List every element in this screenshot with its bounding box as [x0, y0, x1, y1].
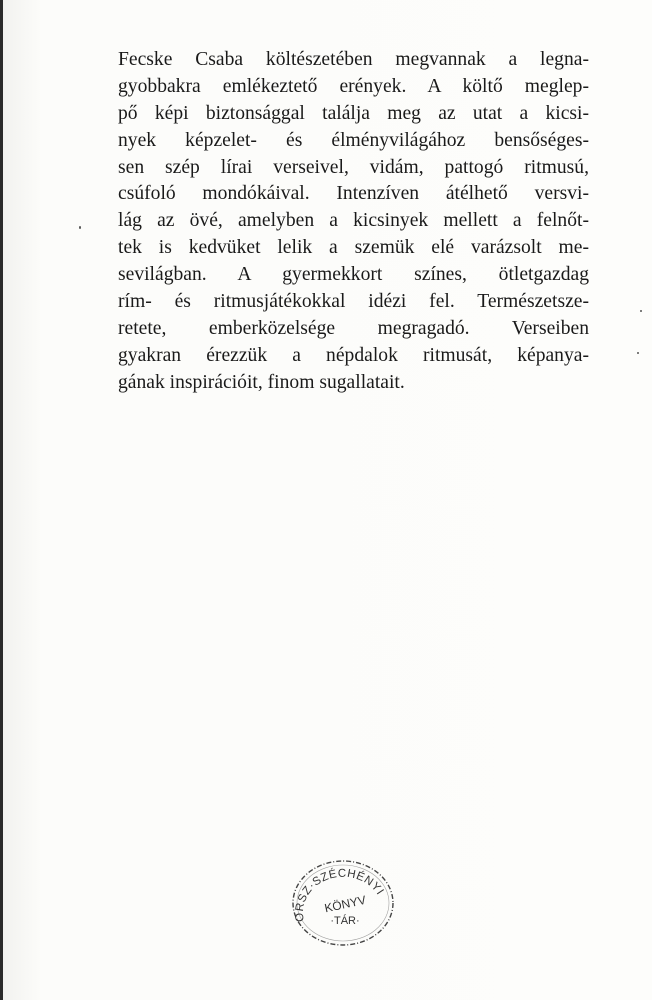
text-line: sevilágban. A gyermekkort színes, ötletgazdag — [118, 264, 589, 286]
library-stamp — [289, 858, 397, 948]
stamp-bottom-text: ·TÁR· — [330, 915, 360, 927]
text-line: retete, emberközelsége megragadó. Verseiben — [118, 317, 589, 339]
text-line: lág az övé, amelyben a kicsinyek mellett a felnőt- — [118, 210, 589, 232]
text-line: Fecske Csaba költészetében megvannak a legna- — [118, 49, 589, 70]
text-line: rím- és ritmusjátékokkal idézi fel. Természetsze- — [118, 291, 589, 313]
stamp-middle-text: KÖNYV — [323, 892, 368, 916]
text-line: pő képi biztonsággal találja meg az utat a kicsi- — [118, 102, 589, 124]
text-line: gyobbakra emlékeztető erények. A költő meglep- — [118, 75, 589, 97]
paper-speck — [640, 310, 642, 312]
stamp-arc-text: ORSZ·SZÉCHÉNYI — [293, 867, 386, 923]
text-line: nyek képzelet- és élményvilágához bensőséges- — [118, 129, 589, 151]
paper-speck — [79, 226, 81, 229]
text-line: gának inspirációit, finom sugallatait. — [118, 371, 405, 393]
text-line: gyakran érezzük a népdalok ritmusát, képanya- — [118, 344, 589, 366]
body-paragraph — [118, 47, 589, 397]
text-line: csúfoló mondókáival. Intenzíven átélhető versvi- — [118, 183, 589, 205]
paper-speck — [637, 352, 639, 354]
text-line: sen szép lírai verseivel, vidám, pattogó ritmusú, — [118, 156, 589, 178]
text-line: tek is kedvüket lelik a szemük elé varázsolt me- — [118, 237, 589, 259]
